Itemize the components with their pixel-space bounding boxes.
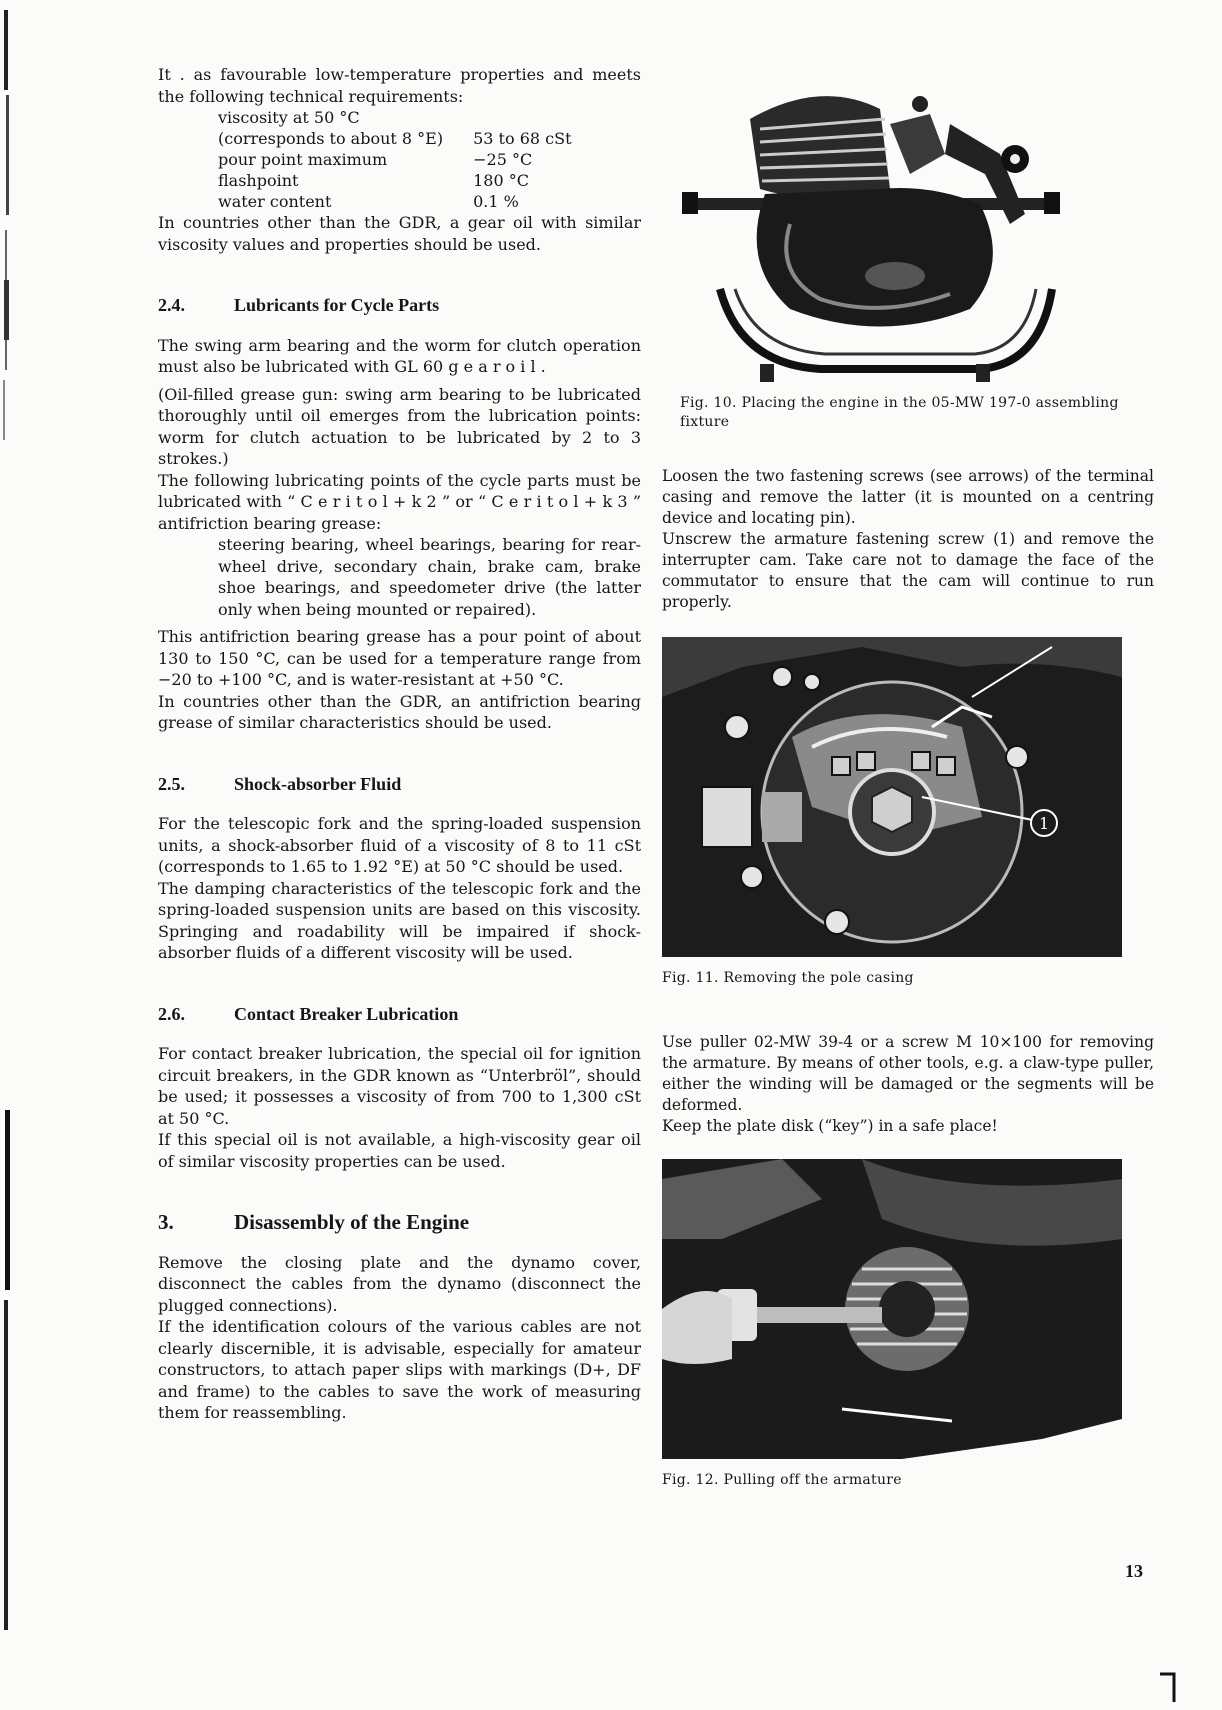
requirement-row: flashpoint 180 °C	[218, 171, 529, 190]
section-heading-3: 3. Disassembly of the Engine	[158, 1210, 470, 1234]
intro-closing: In countries other than the GDR, a gear oil with similar viscosity values and properties should be used.	[158, 213, 641, 254]
paragraph: For the telescopic fork and the spring-loaded suspension units, a shock-absorber fluid of a viscosity of 8 to 11 cSt (corresponds to 1.65 to 1.92 °E) at 50 °C should be used.	[158, 814, 641, 876]
paragraph: If this special oil is not available, a high-viscosity gear oil of similar viscosity properties can be used.	[158, 1130, 641, 1171]
figure-12-pulling-armature	[662, 1159, 1122, 1459]
section-heading-2-4: 2.4. Lubricants for Cycle Parts	[158, 295, 440, 315]
section-heading-2-6: 2.6. Contact Breaker Lubrication	[158, 1003, 459, 1024]
requirement-row: water content 0.1 %	[218, 192, 519, 211]
paragraph: For contact breaker lubrication, the special oil for ignition circuit breakers, in the GDR known as “Unterbröl”, should be used; it possesses a viscosity of from 700 to 1,300 cSt at 50 °C.	[158, 1044, 641, 1128]
scan-edge-artifact	[0, 0, 40, 1710]
right-column	[662, 64, 1154, 1490]
paragraph: (Oil-filled grease gun: swing arm bearing to be lubricated thoroughly until oil emerges from the lubrication points: worm for clutch actuation to be lubricated by 2 to 3 strokes.)	[158, 384, 641, 468]
paragraph: Loosen the two fastening screws (see arrows) of the terminal casing and remove the latter (it is mounted on a centring device and locating pin).	[662, 467, 1154, 527]
paragraph: If the identification colours of the various cables are not clearly discernible, it is advisable, especially for amateur constructors, to attach paper slips with markings (D+, DF and frame) to the cables to save the work of measuring them for reassembling.	[158, 1317, 641, 1422]
requirements-table	[218, 107, 572, 212]
intro-text: It . as favourable low-temperature properties and meets the following technical requirements:	[158, 65, 641, 106]
paragraph: In countries other than the GDR, an antifriction bearing grease of similar characteristics should be used.	[158, 691, 641, 732]
paragraph: The swing arm bearing and the worm for clutch operation must also be lubricated with GL 60 g e a r o i l .	[158, 335, 641, 376]
paragraph: Unscrew the armature fastening screw (1) and remove the interrupter cam. Take care not to damage the face of the commutator to ensure that the cam will continue to run properly.	[662, 530, 1154, 611]
paragraph: The damping characteristics of the telescopic fork and the spring-loaded suspension units are based on this viscosity. Springing and roadability will be impaired if shock-absorber fluids of a different viscosity will be used.	[158, 878, 641, 962]
paragraph: Keep the plate disk (“key”) in a safe place!	[662, 1117, 998, 1135]
figure-10-caption: Fig. 10. Placing the engine in the 05-MW 197-0 assembling fixture	[680, 395, 1119, 430]
figure-11-caption: Fig. 11. Removing the pole casing	[662, 970, 914, 986]
engine-fixture-photo	[680, 64, 1070, 382]
requirement-row: pour point maximum −25 °C	[218, 150, 533, 169]
lubrication-points-list: steering bearing, wheel bearings, bearing for rear-wheel drive, secondary chain, brake cam, brake shoe bearings, and speedometer drive (the latter only when being mounted or repaired).	[218, 535, 641, 619]
paragraph: The following lubricating points of the cycle parts must be lubricated with “ C e r i t o l + k 2 ” or “ C e r i t o l + k 3 ” antifriction bearing grease:	[158, 470, 641, 533]
corner-crop-mark	[1160, 1672, 1176, 1702]
requirement-row: (corresponds to about 8 °E) 53 to 68 cSt	[218, 129, 572, 148]
pole-casing-photo	[662, 637, 1122, 957]
figure-12-caption: Fig. 12. Pulling off the armature	[662, 1472, 902, 1488]
armature-puller-photo	[662, 1159, 1122, 1459]
paragraph: This antifriction bearing grease has a pour point of about 130 to 150 °C, can be used for a temperature range from −20 to +100 °C, and is water-resistant at +50 °C.	[158, 627, 641, 689]
left-column	[158, 64, 641, 1424]
figure-10-engine-in-fixture	[680, 64, 1070, 382]
paragraph: Use puller 02-MW 39-4 or a screw M 10×100 for removing the armature. By means of other tools, e.g. a claw-type puller, either the winding will be damaged or the segments will be deformed.	[662, 1033, 1154, 1114]
paragraph: Remove the closing plate and the dynamo cover, disconnect the cables from the dynamo (disconnect the plugged connections).	[158, 1252, 641, 1315]
callout-1-label: 1	[1039, 814, 1050, 833]
figure-11-pole-casing	[662, 637, 1122, 957]
requirement-row: viscosity at 50 °C	[218, 108, 360, 127]
section-heading-2-5: 2.5. Shock-absorber Fluid	[158, 773, 402, 794]
page-number: 13	[1125, 1561, 1143, 1581]
